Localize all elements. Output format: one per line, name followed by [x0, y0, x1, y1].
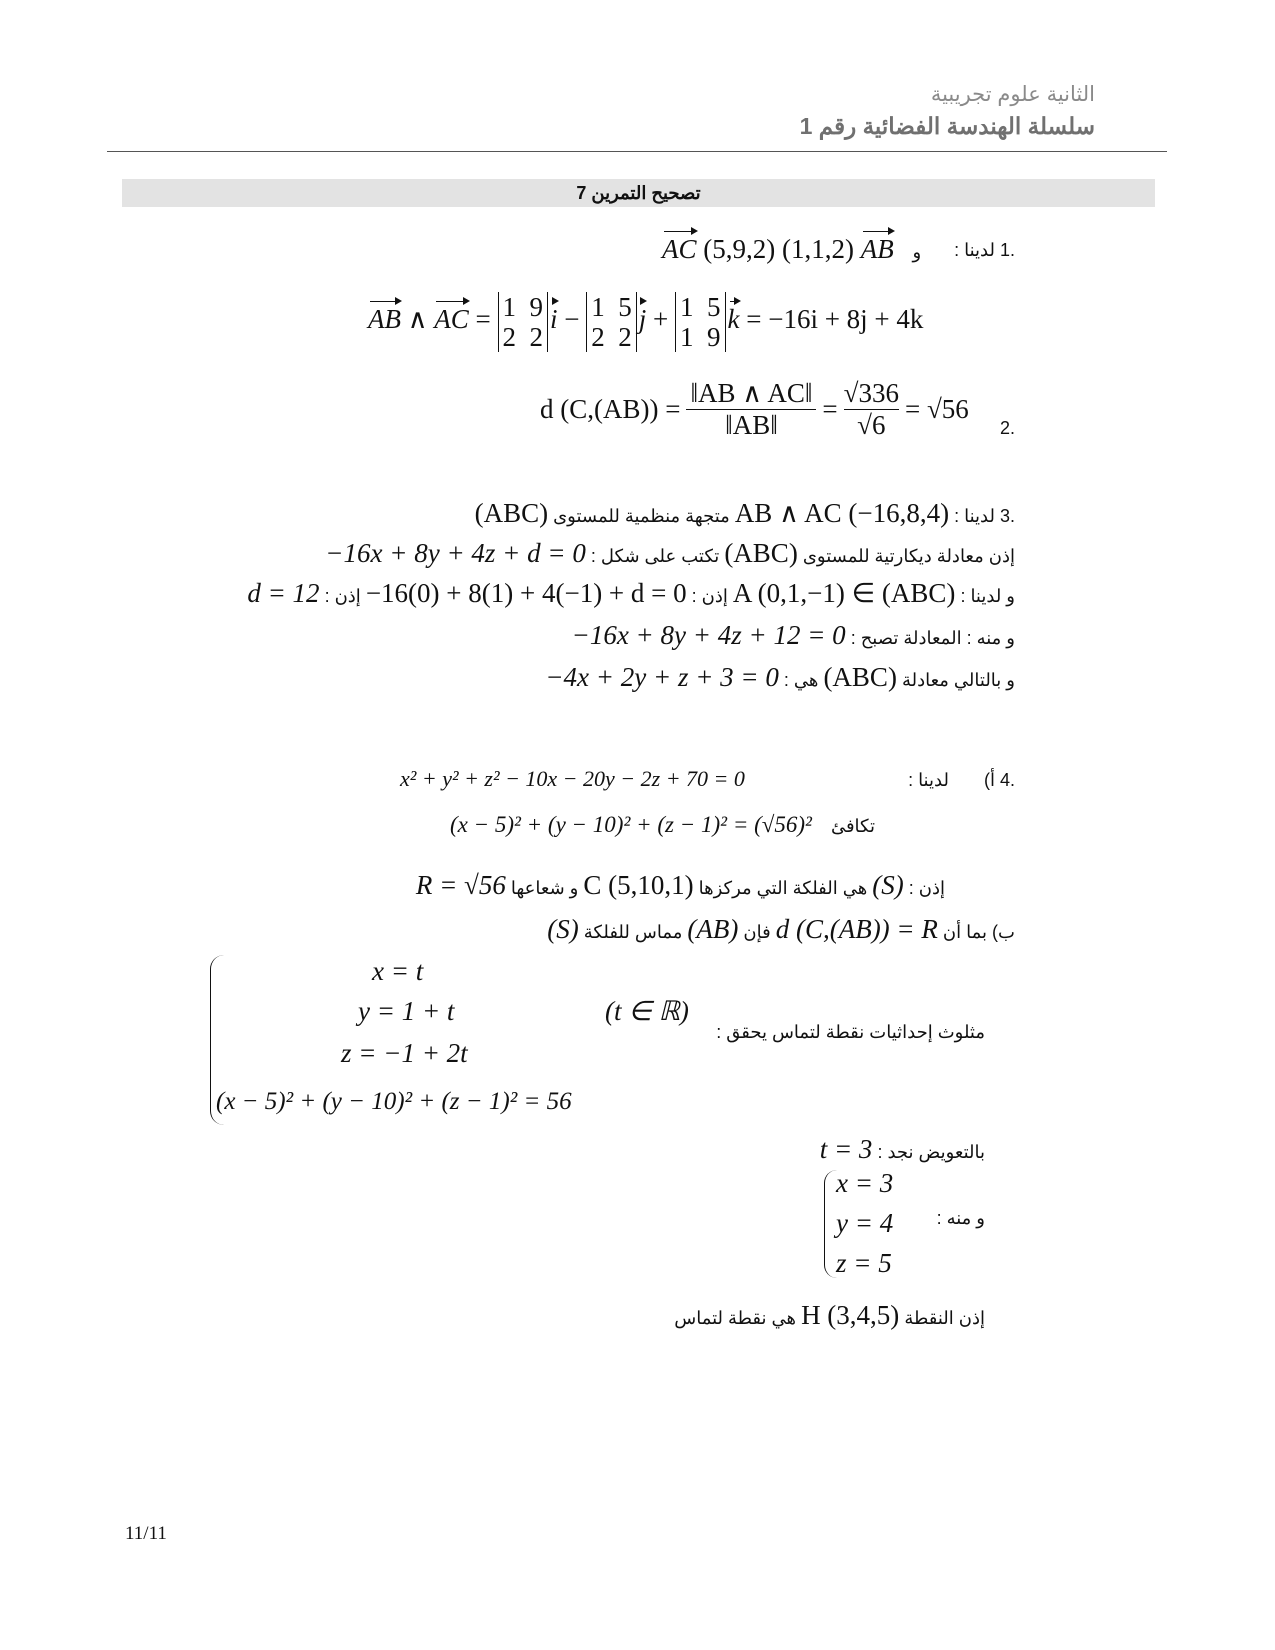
q3-normal-vector: AB ∧ AC (−16,8,4)	[734, 498, 950, 528]
q3-line4: و منه : المعادلة تصبح : −16x + 8y + 4z + 12 = 0	[571, 620, 1015, 650]
q1-vectors	[662, 234, 933, 265]
system-eq-1: x = t	[372, 956, 424, 986]
page-number: 11/11	[125, 1523, 167, 1544]
q4-equiv-line: تكافئ (x − 5)² + (y − 10)² + (z − 1)² = (√56)²	[449, 812, 875, 837]
vec-ab: AB	[860, 234, 894, 264]
section-title: تصحيح التمرين 7	[576, 183, 701, 203]
q4-center-line: إذن : (S) هي الفلكة التي مركزها C (5,10,1) و شعاعها R = √56	[415, 870, 945, 900]
q4-part-a: .4 أ) لدينا :	[908, 770, 1015, 790]
q3-line5: و بالتالي معادلة (ABC) هي : −4x + 2y + z + 3 = 0	[545, 662, 1015, 692]
determinant-k: 1 5 1 9	[675, 292, 726, 352]
vec-ac: AC	[662, 234, 697, 264]
cp-ab: AB	[368, 304, 401, 335]
q2-distance: d (C,(AB)) = ‖AB ∧ AC‖ ‖AB‖ = √336 √6 = √56	[540, 378, 969, 440]
ab-coords: (1,1,2)	[782, 234, 854, 264]
q3-general-equation: −16x + 8y + 4z + d = 0	[325, 538, 586, 568]
q2-fraction: ‖AB ∧ AC‖ ‖AB‖	[686, 378, 816, 441]
q3-line3: و لدينا : A (0,1,−1) ∈ (ABC) إذن : −16(0) + 8(1) + 4(−1) + d = 0 إذن : d = 12	[247, 578, 1015, 608]
solution-y: y = 4	[836, 1208, 894, 1238]
cp-ac: AC	[434, 304, 469, 335]
q2-lhs: d (C,(AB)) =	[540, 394, 681, 424]
solution-x: x = 3	[836, 1168, 894, 1198]
q1-num: .1	[999, 240, 1015, 260]
sphere-center: C (5,10,1)	[583, 870, 694, 900]
tangent-point: H (3,4,5)	[801, 1300, 900, 1330]
cross-result: = −16i + 8j + 4k	[746, 304, 924, 335]
determinant-j: 1 5 2 2	[586, 292, 637, 352]
sphere-radius: R = √56	[415, 870, 506, 900]
conclusion-line: إذن النقطة H (3,4,5) هي نقطة لتماس	[674, 1300, 985, 1330]
system-eq-3: z = −1 + 2t	[341, 1038, 468, 1068]
q2-number: .2	[999, 418, 1015, 438]
solution-z: z = 5	[836, 1248, 892, 1278]
q1-label: لدينا :	[954, 240, 995, 260]
system-param: (t ∈ ℝ)	[605, 996, 689, 1026]
system-eq-4: (x − 5)² + (y − 10)² + (z − 1)² = 56	[216, 1088, 572, 1115]
header-title: سلسلة الهندسة الفضائية رقم 1	[799, 113, 1095, 139]
q4-canonical-equation: (x − 5)² + (y − 10)² + (z − 1)² = (√56)²	[449, 812, 812, 837]
section-title-bar	[122, 179, 1155, 207]
q3-d-value: d = 12	[247, 578, 320, 608]
q3-final-equation: −4x + 2y + z + 3 = 0	[545, 662, 779, 692]
q2-sqrt-fraction: √336 √6	[843, 378, 899, 440]
system-label: مثلوث إحداثيات نقطة لتماس يحقق :	[716, 1022, 985, 1042]
ac-coords: (5,9,2)	[703, 234, 776, 264]
hence-label: و منه :	[936, 1208, 985, 1228]
q1-cross-product: AB ∧ AC = 1 9 2 2 i − 1 5 2 2 j + 1 5 1 9 k = −16i + 8j + 4k	[368, 292, 924, 352]
q4-sphere-equation: x² + y² + z² − 10x − 20y − 2z + 70 = 0	[400, 766, 745, 791]
header-subtitle: الثانية علوم تجريبية	[930, 83, 1095, 106]
q3-line2: إذن معادلة ديكارتية للمستوى (ABC) تكتب على شكل : −16x + 8y + 4z + d = 0	[325, 538, 1015, 568]
q1-and: و	[912, 242, 922, 262]
q4-part-b: ب) بما أن d (C,(AB)) = R فإن (AB) مماس للفلكة (S)	[547, 914, 1015, 944]
system-eq-2: y = 1 + t	[358, 996, 455, 1026]
determinant-i: 1 9 2 2	[498, 292, 549, 352]
substitution-line: بالتعويض نجد : t = 3	[819, 1134, 985, 1164]
q1-number	[954, 240, 1015, 261]
q2-result: = √56	[904, 394, 969, 424]
header-divider	[107, 151, 1167, 152]
q3-line1: .3 لدينا : AB ∧ AC (−16,8,4) متجهة منظمية للمستوى (ABC)	[474, 498, 1015, 528]
